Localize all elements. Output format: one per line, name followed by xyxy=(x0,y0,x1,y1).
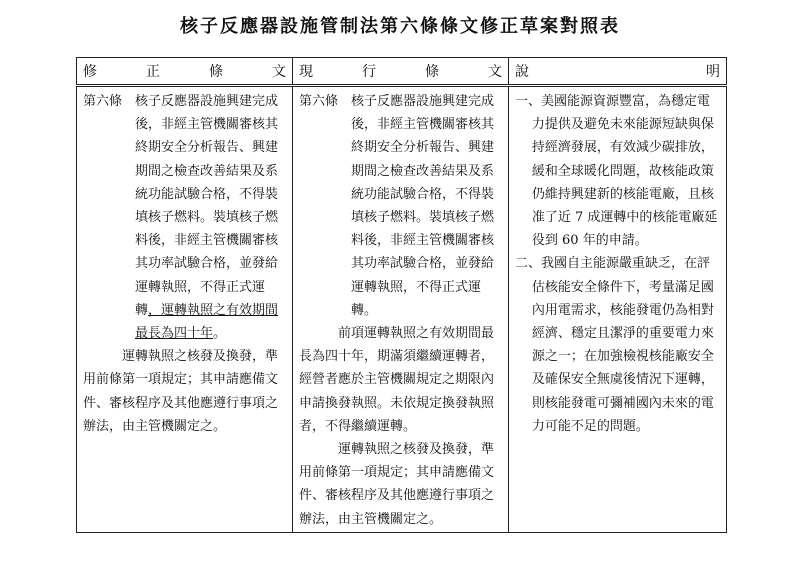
header-amended xyxy=(77,58,293,86)
header-char: 行 xyxy=(362,64,376,80)
amended-text-cell xyxy=(77,86,293,533)
current-paragraph-3: 運轉執照之核發及換發，準用前條第一項規定；其申請應備文件、審核程序及其他應遵行事項之辦法，由主管機關定之。 xyxy=(299,442,495,527)
explanation-cell xyxy=(509,86,727,533)
header-char: 正 xyxy=(146,64,160,80)
header-char: 說 xyxy=(515,64,529,80)
current-paragraph-1: 第六條 核子反應器設施興建完成後，非經主管機關審核其終期安全分析報告、興建期間之檢查改善結果及系統功能試驗合格，不得裝填核子燃料。裝填核子燃料後，非經主管機關審核其功率試驗合格，並發給運轉執照，不得正式運轉。 xyxy=(299,94,495,318)
header-char: 條 xyxy=(209,64,223,80)
table-body-row xyxy=(77,86,727,533)
comparison-table xyxy=(76,57,727,533)
header-char: 明 xyxy=(706,64,720,80)
amended-text: 第六條 核子反應器設施興建完成後，非經主管機關審核其終期安全分析報告、興建期間之檢查改善結果及系統功能試驗合格，不得裝填核子燃料。裝填核子燃料後，非經主管機關審核其功率試驗合格，並發給運轉執照，不得正式運轉 xyxy=(83,94,279,318)
amended-paragraph-1 xyxy=(83,90,287,345)
explanation-item-2: 二、我國自主能源嚴重缺乏，在評估核能安全條件下，考量滿足國內用電需求，核能發電仍為相對經濟、穩定且潔淨的重要電力來源之一；在加強檢視核能廠安全及確保安全無虞後情況下運轉，則核能發電可彌補國內未來的電力可能不足的問題。 xyxy=(515,256,714,434)
document-title: 核子反應器設施管制法第六條條文修正草案對照表 xyxy=(180,16,620,37)
amended-text-end: 。 xyxy=(213,326,227,342)
header-explanation xyxy=(509,58,727,86)
header-char: 條 xyxy=(425,64,439,80)
header-char: 文 xyxy=(272,64,286,80)
header-char: 現 xyxy=(299,64,313,80)
current-text-cell xyxy=(293,86,509,533)
current-paragraph-2: 前項運轉執照之有效期間最長為四十年，期滿須繼續運轉者，經營者應於主管機關規定之期限內申請換發執照。未依規定換發執照者，不得繼續運轉。 xyxy=(299,326,495,434)
header-current xyxy=(293,58,509,86)
table-header-row xyxy=(77,58,727,86)
amended-underlined-text: ，運轉執照之有效期間最長為四十年 xyxy=(135,302,279,342)
amended-paragraph-2: 運轉執照之核發及換發，準用前條第一項規定；其申請應備文件、審核程序及其他應遵行事項之辦法，由主管機關定之。 xyxy=(83,349,279,434)
explanation-item-1: 一、美國能源資源豐富，為穩定電力提供及避免未來能源短缺與保持經濟發展，有效減少碳排放，緩和全球暖化問題，故核能政策仍維持興建新的核能電廠，且核准了近 7 成運轉中的核能電廠延役到 60 年的申請。 xyxy=(515,94,718,249)
header-char: 修 xyxy=(83,64,97,80)
header-char: 文 xyxy=(488,64,502,80)
